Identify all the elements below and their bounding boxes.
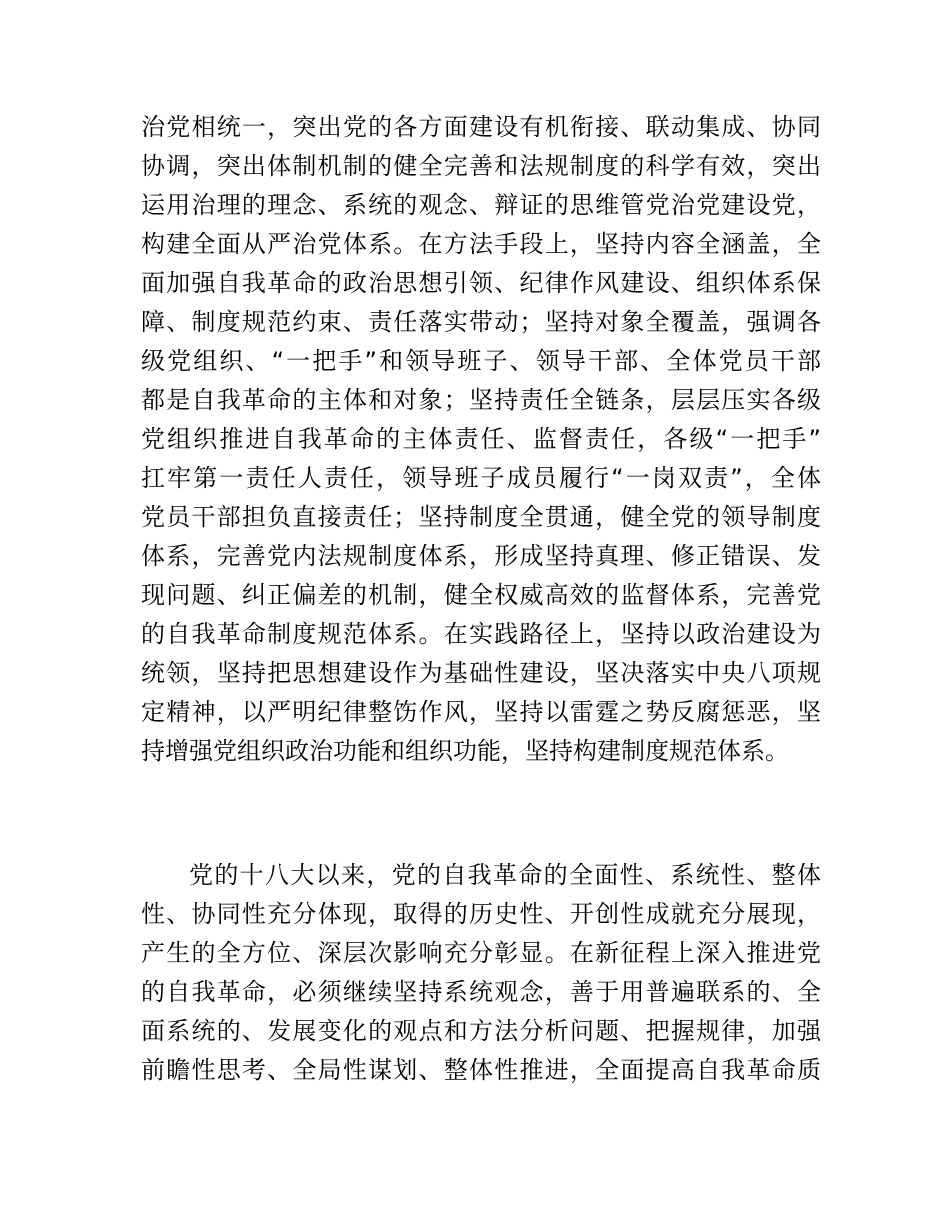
text-line: 党组织推进自我革命的主体责任、监督责任，各级“一把手” <box>141 425 821 453</box>
text-line: 性、协同性充分体现，取得的历史性、开创性成就充分展现， <box>141 900 821 928</box>
text-line: 产生的全方位、深层次影响充分彰显。在新征程上深入推进党 <box>141 939 821 967</box>
text-line: 的自我革命制度规范体系。在实践路径上，坚持以政治建设为 <box>141 620 821 648</box>
text-line: 体系，完善党内法规制度体系，形成坚持真理、修正错误、发 <box>141 542 821 570</box>
text-line: 构建全面从严治党体系。在方法手段上，坚持内容全涵盖，全 <box>141 230 821 258</box>
text-line: 面系统的、发展变化的观点和方法分析问题、把握规律，加强 <box>141 1017 821 1045</box>
text-line: 协调，突出体制机制的健全完善和法规制度的科学有效，突出 <box>141 152 821 180</box>
text-line: 前瞻性思考、全局性谋划、整体性推进，全面提高自我革命质 <box>141 1056 821 1084</box>
text-line: 的自我革命，必须继续坚持系统观念，善于用普遍联系的、全 <box>141 978 821 1006</box>
text-line: 党员干部担负直接责任；坚持制度全贯通，健全党的领导制度 <box>141 503 821 531</box>
text-line: 运用治理的理念、系统的观念、辩证的思维管党治党建设党， <box>141 191 821 219</box>
text-line: 持增强党组织政治功能和组织功能，坚持构建制度规范体系。 <box>141 737 789 765</box>
text-line: 都是自我革命的主体和对象；坚持责任全链条，层层压实各级 <box>141 386 821 414</box>
paragraph-1 <box>141 108 821 771</box>
text-line: 扛牢第一责任人责任，领导班子成员履行“一岗双责”，全体 <box>141 464 821 492</box>
text-line: 面加强自我革命的政治思想引领、纪律作风建设、组织体系保 <box>141 269 821 297</box>
text-line: 治党相统一，突出党的各方面建设有机衔接、联动集成、协同 <box>141 113 821 141</box>
text-line: 障、制度规范约束、责任落实带动；坚持对象全覆盖，强调各 <box>141 308 821 336</box>
text-line: 定精神，以严明纪律整饬作风，坚持以雷霆之势反腐惩恶，坚 <box>141 698 821 726</box>
text-line: 现问题、纠正偏差的机制，健全权威高效的监督体系，完善党 <box>141 581 821 609</box>
text-line: 级党组织、“一把手”和领导班子、领导干部、全体党员干部 <box>141 347 821 375</box>
text-line: 统领，坚持把思想建设作为基础性建设，坚决落实中央八项规 <box>141 659 821 687</box>
text-line: 党的十八大以来，党的自我革命的全面性、系统性、整体 <box>189 861 821 889</box>
paragraph-2 <box>141 856 821 1090</box>
